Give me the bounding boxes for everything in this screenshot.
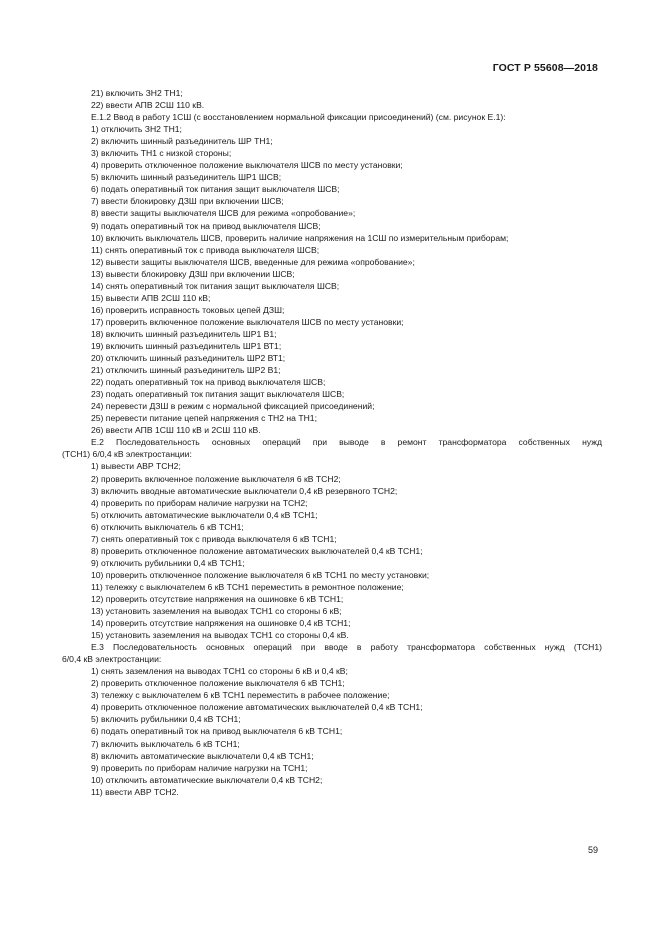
text-line: 15) вывести АПВ 2СШ 110 кВ; <box>91 292 211 303</box>
text-line: 17) проверить включенное положение выключателя ШСВ по месту установки; <box>91 316 404 327</box>
text-line: 5) включить шинный разъединитель ШР1 ШСВ; <box>91 172 282 183</box>
text-line: 5) отключить автоматические выключатели 0,4 кВ ТСН1; <box>91 509 318 520</box>
text-line: 1) отключить ЗН2 ТН1; <box>91 124 182 135</box>
text-line: 4) проверить по приборам наличие нагрузки на ТСН2; <box>91 497 308 508</box>
page-number: 59 <box>587 845 598 855</box>
text-line: Е.1.2 Ввод в работу 1СШ (с восстановлением нормальной фиксации присоединений) (см. рисунок Е.1): <box>91 112 506 123</box>
text-line: 12) вывести защиты выключателя ШСВ, введенные для режима «опробование»; <box>91 256 415 267</box>
text-line: 1) снять заземления на выводах ТСН1 со стороны 6 кВ и 0,4 кВ; <box>91 666 348 677</box>
text-line: 4) проверить отключенное положение автоматических выключателей 0,4 кВ ТСН1; <box>91 702 423 713</box>
text-line: 10) проверить отключенное положение выключателя 6 кВ ТСН1 по месту установки; <box>91 569 430 580</box>
text-line: 6) подать оперативный ток питания защит выключателя ШСВ; <box>91 184 340 195</box>
text-line: Е.3 Последовательность основных операций при вводе в работу трансформатора собственных нужд (ТСН1) <box>91 642 602 653</box>
document-code-header: ГОСТ Р 55608—2018 <box>492 62 598 74</box>
text-line: 9) отключить рубильники 0,4 кВ ТСН1; <box>91 557 245 568</box>
text-line: (ТСН1) 6/0,4 кВ электростанции: <box>62 449 192 460</box>
text-line: 19) включить шинный разъединитель ШР1 ВТ1; <box>91 340 282 351</box>
text-line: 3) тележку с выключателем 6 кВ ТСН1 переместить в рабочее положение; <box>91 690 390 701</box>
text-line: 9) подать оперативный ток на привод выключателя ШСВ; <box>91 220 321 231</box>
text-line: 11) снять оперативный ток с привода выключателя ШСВ; <box>91 244 320 255</box>
text-line: 7) ввести блокировку ДЗШ при включении ШСВ; <box>91 196 284 207</box>
text-line: 16) проверить исправность токовых цепей ДЗШ; <box>91 304 285 315</box>
text-line: 10) отключить автоматические выключатели 0,4 кВ ТСН2; <box>91 774 323 785</box>
text-line: 2) проверить включенное положение выключателя 6 кВ ТСН2; <box>91 473 341 484</box>
text-line: 2) проверить отключенное положение выключателя 6 кВ ТСН1; <box>91 678 345 689</box>
text-line: 18) включить шинный разъединитель ШР1 В1; <box>91 328 277 339</box>
text-line: 15) установить заземления на выводах ТСН1 со стороны 0,4 кВ. <box>91 630 349 641</box>
text-line: 22) ввести АПВ 2СШ 110 кВ. <box>91 100 205 111</box>
text-line: 9) проверить по приборам наличие нагрузки на ТСН1; <box>91 762 308 773</box>
text-line: 20) отключить шинный разъединитель ШР2 ВТ1; <box>91 353 286 364</box>
text-line: 3) включить ТН1 с низкой стороны; <box>91 148 232 159</box>
text-line: 23) подать оперативный ток питания защит выключателя ШСВ; <box>91 389 345 400</box>
document-body <box>62 87 602 798</box>
text-line: 8) ввести защиты выключателя ШСВ для режима «опробование»; <box>91 208 356 219</box>
text-line: 8) включить автоматические выключатели 0,4 кВ ТСН1; <box>91 750 314 761</box>
text-line: 13) установить заземления на выводах ТСН1 со стороны 6 кВ; <box>91 606 342 617</box>
text-line: 6) отключить выключатель 6 кВ ТСН1; <box>91 521 244 532</box>
text-line: 21) отключить шинный разъединитель ШР2 В1; <box>91 365 281 376</box>
text-line: 2) включить шинный разъединитель ШР ТН1; <box>91 136 273 147</box>
text-line: 11) ввести АВР ТСН2. <box>91 786 179 797</box>
text-line: 6/0,4 кВ электростанции: <box>62 654 162 665</box>
text-line: 11) тележку с выключателем 6 кВ ТСН1 переместить в ремонтное положение; <box>91 581 404 592</box>
text-line: 26) ввести АПВ 1СШ 110 кВ и 2СШ 110 кВ. <box>91 425 261 436</box>
text-line: 22) подать оперативный ток на привод выключателя ШСВ; <box>91 377 326 388</box>
text-line: 25) перевести питание цепей напряжения с ТН2 на ТН1; <box>91 413 317 424</box>
text-line: 8) проверить отключенное положение автоматических выключателей 0,4 кВ ТСН1; <box>91 545 423 556</box>
text-line: 14) проверить отсутствие напряжения на ошиновке 0,4 кВ ТСН1; <box>91 618 351 629</box>
text-line: 7) включить выключатель 6 кВ ТСН1; <box>91 738 240 749</box>
text-line: 10) включить выключатель ШСВ, проверить наличие напряжения на 1СШ по измерительным приборам; <box>91 232 509 243</box>
text-line: 5) включить рубильники 0,4 кВ ТСН1; <box>91 714 241 725</box>
text-line: 7) снять оперативный ток с привода выключателя 6 кВ ТСН1; <box>91 533 337 544</box>
text-line: 13) вывести блокировку ДЗШ при включении ШСВ; <box>91 268 295 279</box>
text-line: 4) проверить отключенное положение выключателя ШСВ по месту установки; <box>91 160 403 171</box>
text-line: 6) подать оперативный ток на привод выключателя 6 кВ ТСН1; <box>91 726 343 737</box>
text-line: 21) включить ЗН2 ТН1; <box>91 88 183 98</box>
text-line: 1) вывести АВР ТСН2; <box>91 461 181 472</box>
text-line: 24) перевести ДЗШ в режим с нормальной фиксацией присоединений; <box>91 401 375 412</box>
text-line: 12) проверить отсутствие напряжения на ошиновке 6 кВ ТСН1; <box>91 593 344 604</box>
text-line: Е.2 Последовательность основных операций при выводе в ремонт трансформатора собственных нужд <box>91 437 602 448</box>
text-line: 3) включить вводные автоматические выключатели 0,4 кВ резервного ТСН2; <box>91 485 398 496</box>
text-line: 14) снять оперативный ток питания защит выключателя ШСВ; <box>91 280 340 291</box>
